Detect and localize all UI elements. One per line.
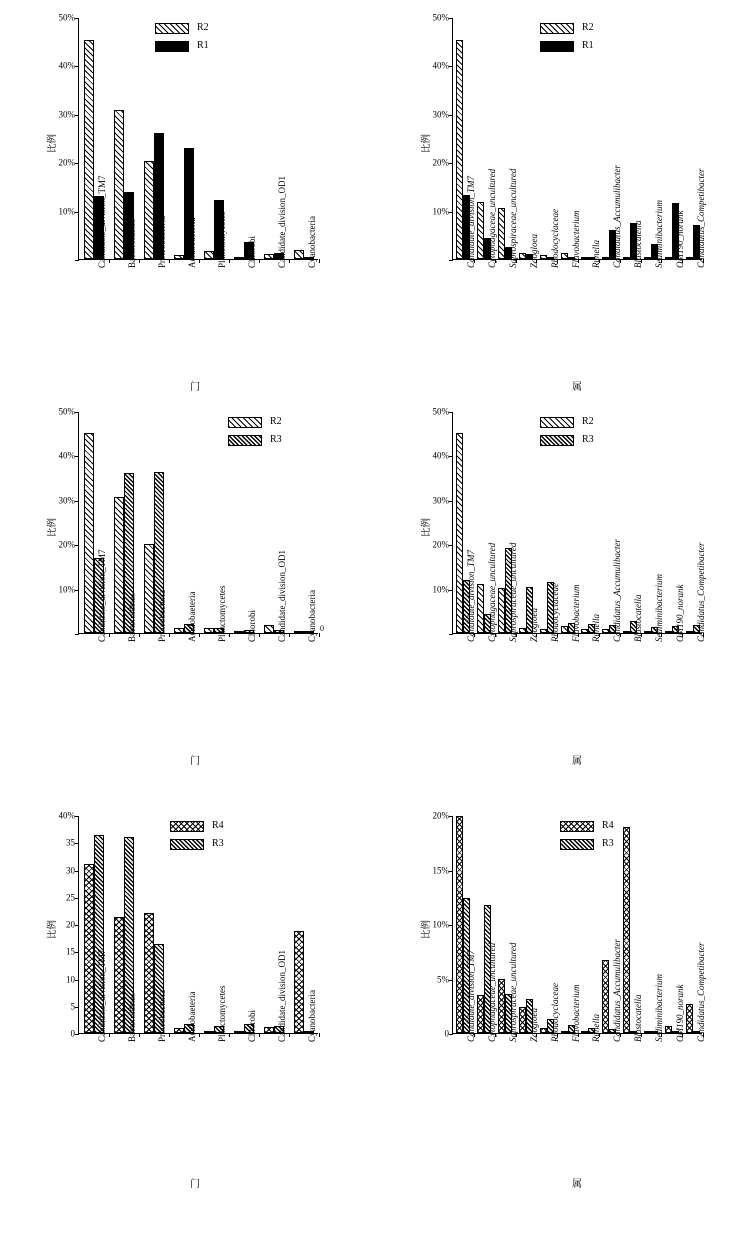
legend-label: R3 [270,434,282,445]
legend-label: R2 [582,22,594,33]
legend-swatch-R2 [228,417,262,428]
bar [174,1028,184,1033]
x-category-label: OM190_norank [674,984,685,1042]
y-axis-title-p5: 比例 [48,919,58,939]
legend-swatch-R2 [155,23,189,34]
x-category-label: Candidate_division_TM7 [97,175,107,268]
y-axis-title-p6: 比例 [422,919,432,939]
y-tick-label: 10% [432,584,449,595]
bar [519,253,526,259]
legend-label: R2 [582,416,594,427]
bar [561,626,568,633]
zero-annotation: 0 [320,624,324,633]
bar [519,1007,526,1033]
bar [498,588,505,633]
x-category-label: Sediminibacterium [653,200,664,268]
bar [264,254,274,259]
y-tick-label: 10 [66,974,75,984]
x-tick-mark [199,1033,200,1037]
bar [623,827,630,1033]
x-tick-mark [289,259,290,263]
y-tick-label: 5% [437,974,449,984]
bar [602,257,609,259]
y-axis-title-p1: 比例 [48,133,58,153]
y-tick-label: 20% [432,157,449,168]
legend-label: R1 [197,40,209,51]
y-tick-label: 20 [66,919,75,930]
x-category-label: Sediminibacterium [653,574,664,642]
legend-label: R3 [602,838,614,849]
legend-label: R4 [212,820,224,831]
x-category-label: Candidatus_Competibacter [695,942,706,1042]
x-category-label: Candidatus_Competibacter [695,168,706,268]
x-category-label: Baeteroidetes [127,993,137,1042]
bar [264,625,274,633]
x-tick-mark [259,259,260,263]
bar [644,1031,651,1033]
x-tick-mark [169,1033,170,1037]
bar [686,257,693,259]
bar [540,629,547,633]
x-category-label: Zoogloea [528,607,539,642]
bar [561,1031,568,1033]
y-tick-label: 50% [58,406,75,417]
bar [84,864,94,1033]
y-tick-label: 50% [58,12,75,23]
x-category-label: Cytophagaceae_uncultured [487,168,498,268]
bar [294,931,304,1033]
x-tick-mark [259,633,260,637]
legend-swatch-R4 [560,821,594,832]
x-category-label: Candidate_division_TM7 [97,949,107,1042]
bar [144,161,154,259]
y-tick-label: 25 [66,892,75,903]
legend-label: R4 [602,820,614,831]
bar [561,253,568,259]
y-tick-mark [75,260,79,261]
legend-swatch-R3 [228,435,262,446]
bar [602,629,609,633]
x-category-label: OM190_norank [674,584,685,642]
x-category-label: Runella [591,614,602,642]
bar [519,628,526,633]
x-category-label: Sediminibacterium [653,974,664,1042]
y-tick-label: 20% [432,810,449,821]
bar [294,631,304,633]
x-category-label: Flavobacterium [570,584,581,642]
x-axis-title-p5: 门 [190,1179,200,1190]
x-category-label: Candidatus_Accumulibacter [612,939,623,1042]
x-category-label: Proteobacteria [157,990,167,1042]
x-category-label: Zoogloea [528,233,539,268]
bar [144,913,154,1033]
legend-label: R3 [582,434,594,445]
bar [623,257,630,259]
y-tick-label: 40% [58,450,75,461]
x-tick-mark [259,1033,260,1037]
bar [665,257,672,259]
y-tick-label: 5 [70,1001,75,1012]
x-category-label: Candidatus_Competibacter [695,542,706,642]
x-category-label: Planctomycetes [217,211,227,268]
bar [84,40,94,259]
x-category-label: Chlorobi [247,235,257,268]
bar [204,251,214,259]
bar [174,628,184,633]
legend-label: R2 [270,416,282,427]
bar [665,631,672,633]
x-category-label: Candidate_division_TM7 [97,549,107,642]
x-category-label: Candidatus_Accumulibacter [612,539,623,642]
x-tick-mark [289,633,290,637]
x-category-label: Cyanobacteria [307,990,317,1042]
x-tick-mark [199,633,200,637]
x-tick-mark [109,1033,110,1037]
y-tick-label: 10% [432,206,449,217]
x-tick-mark [139,259,140,263]
x-category-label: Chlorobi [247,609,257,642]
x-tick-mark [199,259,200,263]
x-tick-mark [229,633,230,637]
x-category-label: Zoogloea [528,1007,539,1042]
bar [477,995,484,1033]
x-tick-mark [319,633,320,637]
x-category-label: Blastocatella [633,994,644,1042]
x-category-label: Planctomycetes [217,585,227,642]
bar [686,631,693,633]
x-category-label: Cyanobacteria [307,216,317,268]
bar [84,433,94,633]
x-category-label: Flavobacterium [570,210,581,268]
x-tick-mark [319,1033,320,1037]
x-category-label: Cytophagaceae_uncultured [487,942,498,1042]
x-category-label: Rhodocyclaceae [549,983,560,1042]
y-tick-label: 10% [432,919,449,930]
bar [581,1031,588,1033]
y-tick-label: 10% [58,584,75,595]
bar [294,250,304,259]
y-tick-label: 50% [432,406,449,417]
y-tick-label: 0 [70,1028,75,1039]
x-category-label: Saprospiraceae_uncultured [508,168,519,268]
y-tick-label: 40% [58,810,75,821]
y-tick-label: 20% [58,157,75,168]
bar [623,631,630,633]
y-tick-label: 40% [58,60,75,71]
y-axis-title-p3: 比例 [48,517,58,537]
x-category-label: Runella [591,240,602,268]
x-category-label: Candidate_division_OD1 [277,950,287,1042]
x-category-label: Candidate_division_TM7 [466,550,477,642]
bar [498,208,505,259]
x-category-label: Chlorobi [247,1009,257,1042]
bar [644,631,651,633]
x-axis-title-p3: 门 [190,756,200,767]
x-category-label: Saprospiraceae_uncultured [508,942,519,1042]
x-tick-mark [229,259,230,263]
x-category-label: Acidobaeteria [187,991,197,1042]
y-tick-label: 15% [432,865,449,875]
y-tick-label: 30 [66,865,75,875]
x-category-label: Blastocatella [633,220,644,268]
x-category-label: Saprospiraceae_uncultured [508,542,519,642]
bar [477,202,484,259]
y-tick-label: 50% [432,12,449,23]
x-axis-title-p6: 属 [572,1179,582,1190]
legend-swatch-R4 [170,821,204,832]
y-tick-label: 10% [58,206,75,217]
x-tick-mark [139,633,140,637]
x-tick-mark [139,1033,140,1037]
x-category-label: Candidate_division_OD1 [277,550,287,642]
legend-swatch-R1 [155,41,189,52]
x-category-label: Proteobacteria [157,216,167,268]
x-category-label: Acidobaeteria [187,217,197,268]
bar [477,584,484,633]
bar [114,917,124,1033]
x-tick-mark [229,1033,230,1037]
bar [665,1026,672,1033]
x-category-label: Rhodocyclaceae [549,209,560,268]
bar [456,433,463,633]
bar [234,257,244,259]
x-category-label: Baeteroidetes [127,219,137,268]
x-category-label: OM190_norank [674,210,685,268]
x-category-label: Flavobacterium [570,984,581,1042]
y-tick-label: 35 [66,837,75,848]
x-category-label: Candidate_division_TM7 [466,950,477,1042]
x-tick-mark [169,259,170,263]
y-tick-mark [449,260,453,261]
legend-label: R2 [197,22,209,33]
bar [114,110,124,259]
y-tick-label: 20% [432,539,449,550]
x-category-label: Cytophagaceae_uncultured [487,542,498,642]
y-tick-label: 30% [58,109,75,120]
y-tick-label: 30% [432,495,449,506]
bar [234,631,244,633]
bar [144,544,154,633]
x-tick-mark [289,1033,290,1037]
legend-swatch-R2 [540,417,574,428]
x-category-label: Rhodocyclaceae [549,583,560,642]
x-tick-mark [169,633,170,637]
y-tick-label: 40% [432,60,449,71]
x-tick-mark [109,633,110,637]
y-tick-label: 40% [432,450,449,461]
x-category-label: Planctomycetes [217,985,227,1042]
bar [114,497,124,633]
legend-swatch-R1 [540,41,574,52]
bar [581,257,588,259]
x-axis-title-p4: 属 [572,756,582,767]
bar [581,629,588,633]
bar [456,816,463,1033]
x-axis-title-p1: 门 [190,382,200,393]
bar [204,1031,214,1033]
bar [174,255,184,259]
x-category-label: Cyanobacteria [307,590,317,642]
x-axis-title-p2: 属 [572,382,582,393]
y-tick-mark [449,634,453,635]
legend-swatch-R3 [540,435,574,446]
legend-label: R3 [212,838,224,849]
x-category-label: Candidate_division_OD1 [277,176,287,268]
x-tick-mark [109,259,110,263]
y-tick-label: 30% [58,495,75,506]
y-axis-title-p2: 比例 [422,133,432,153]
bar [540,255,547,259]
bar [456,40,463,259]
legend-swatch-R3 [560,839,594,850]
x-category-label: Candidate_division_TM7 [466,176,477,268]
x-category-label: Runella [591,1014,602,1042]
y-axis-title-p4: 比例 [422,517,432,537]
legend-swatch-R3 [170,839,204,850]
bar [204,628,214,633]
x-category-label: Proteobacteria [157,590,167,642]
legend-label: R1 [582,40,594,51]
bar [644,257,651,259]
x-category-label: Candidatus_Accumulibacter [612,165,623,268]
x-tick-mark [319,259,320,263]
x-category-label: Blastocatella [633,594,644,642]
legend-swatch-R2 [540,23,574,34]
bar [540,1028,547,1033]
bar [686,1004,693,1033]
y-tick-mark [75,634,79,635]
x-category-label: Acidobaeteria [187,591,197,642]
x-category-label: Baeteroidetes [127,593,137,642]
bar [498,979,505,1034]
bar [234,1031,244,1033]
y-tick-label: 0 [444,1028,449,1039]
y-tick-label: 15 [66,946,75,957]
y-tick-label: 30% [432,109,449,120]
bar [602,960,609,1033]
bar [264,1027,274,1033]
y-tick-label: 20% [58,539,75,550]
